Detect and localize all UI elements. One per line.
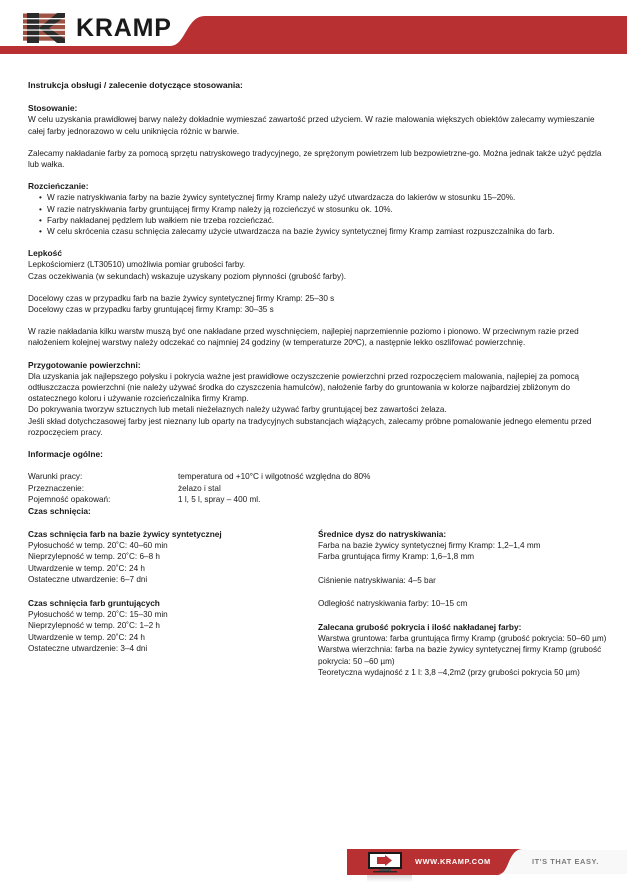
block-line: Warstwa wierzchnia: farba na bazie żywicy syntetycznej firmy Kramp (grubość pokrycia: 50 –60 µm) — [318, 645, 602, 666]
block-line: Pyłosuchość w temp. 20˚C: 15–30 min — [28, 609, 168, 619]
block-line: Farba gruntująca firmy Kramp: 1,6–1,8 mm — [318, 552, 475, 562]
footer-shadow — [367, 875, 412, 882]
block-heading: Zalecana grubość pokrycia i ilość nakładanej farby: — [318, 621, 522, 632]
list-item: • Farby nakładanej pędzlem lub wałkiem nie trzeba rozcieńczać. — [39, 215, 608, 226]
document-title: Instrukcja obsługi / zalecenie dotyczące stosowania: — [28, 80, 243, 90]
block-heading: Średnice dysz do natryskiwania: — [318, 528, 447, 539]
lepkosc-paragraph-1: Lepkościomierz (LT30510) umożliwia pomiar grubości farby. — [28, 260, 246, 270]
kramp-k-logo-icon — [23, 13, 65, 43]
przygotowanie-paragraph-1: Dla uzyskania jak najlepszego połysku i pokrycia ważne jest prawidłowe oczyszczenie powierzchni przed rozpoczęciem malowania, najlepiej za pomocą odtłuszczacza powierzchni (nie należy używać środka do czyszczenia hamulców), nałożenie farby do gruntowania w kolorze najbardziej zbliżonym do ostatecznego koloru i używanie rozcieńczalnika firmy Kramp. — [28, 371, 580, 404]
stosowanie-paragraph-1: W celu uzyskania prawidłowej barwy należy dokładnie wymieszać zawartość przed użyciem. W razie malowania większych obiektów zalecamy wymieszanie całej farby jednorazowo w celu uniknięcia różnic w barwie. — [28, 115, 595, 136]
spray-distance-block — [318, 598, 608, 609]
section-heading-informacje: Informacje ogólne: — [28, 449, 103, 460]
block-line: Utwardzenie w temp. 20˚C: 24 h — [28, 632, 145, 642]
list-item: • W celu skrócenia czasu schnięcia zalecamy użycie utwardzacza na bazie żywicy syntetycznej firmy Kramp zamiast rozpuszczalnika do farb. — [39, 226, 608, 237]
rozcienczanie-bullet-list — [28, 192, 608, 237]
block-line: Farba na bazie żywicy syntetycznej firmy Kramp: 1,2–1,4 mm — [318, 540, 541, 550]
general-info-table — [28, 471, 608, 505]
lepkosc-paragraph-3: Docelowy czas w przypadku farb na bazie żywicy syntetycznej firmy Kramp: 25–30 s — [28, 293, 335, 303]
lepkosc-paragraph-2: Czas oczekiwania (w sekundach) wskazuje uzyskany poziom płynności (grubość farby). — [28, 271, 347, 281]
block-line: Teoretyczna wydajność z 1 l: 3,8 –4,2m2 (przy grubości pokrycia 50 µm) — [318, 667, 580, 677]
monitor-arrow-icon — [367, 851, 403, 873]
table-row — [28, 471, 608, 482]
column-right — [318, 529, 608, 691]
block-line: Utwardzenie w temp. 20˚C: 24 h — [28, 563, 145, 573]
block-heading: Czas schnięcia farb gruntujących — [28, 597, 160, 608]
section-heading-rozcienczanie: Rozcieńczanie: — [28, 181, 89, 192]
section-heading-stosowanie: Stosowanie: — [28, 103, 78, 114]
section-heading-lepkosc: Lepkość — [28, 248, 62, 259]
spacer — [28, 460, 608, 471]
brand-name: KRAMP — [76, 13, 172, 42]
kramp-logo — [23, 13, 172, 43]
block-line: Pyłosuchość w temp. 20˚C: 40–60 min — [28, 540, 168, 550]
block-line: Warstwa gruntowa: farba gruntująca firmy Kramp (grubość pokrycia: 50–60 µm) — [318, 633, 607, 643]
lepkosc-paragraph-4: Docelowy czas w przypadku farby gruntującej firmy Kramp: 30–35 s — [28, 305, 274, 315]
document-body — [28, 80, 608, 690]
footer-tagline: IT'S THAT EASY. — [532, 857, 599, 866]
label-czas-schniecia: Czas schnięcia: — [28, 505, 91, 516]
table-row — [28, 483, 608, 494]
coating-thickness-block — [318, 622, 608, 679]
page-footer — [347, 849, 627, 875]
block-line: Odległość natryskiwania farby: 10–15 cm — [318, 599, 468, 609]
block-heading: Czas schnięcia farb na bazie żywicy syntetycznej — [28, 528, 222, 539]
spray-pressure-block — [318, 575, 608, 586]
footer-url[interactable]: WWW.KRAMP.COM — [415, 857, 491, 866]
block-line: Ciśnienie natryskiwania: 4–5 bar — [318, 575, 436, 585]
info-value: żelazo i stal — [178, 483, 221, 493]
drying-times-synthetic-block — [28, 529, 310, 586]
przygotowanie-paragraph-3: Jeśli skład dotychczasowej farby jest nieznany lub oparty na tradycyjnych substancjach wiążących, zalecamy próbne pomalowanie jednego elementu przed rozpoczęciem pracy. — [28, 416, 592, 437]
warstwy-paragraph: W razie nakładania kilku warstw muszą być one nakładane przed wyschnięciem, najlepiej naprzemiennie poziomo i pionowo. W przeciwnym razie przed nałożeniem kolejnej warstwy należy odczekać co najmniej 24 godziny (w temperaturze 20ºC), a następnie lekko oszlifować powierzchnię. — [28, 327, 579, 348]
block-line: Nieprzylepność w temp. 20˚C: 6–8 h — [28, 552, 160, 562]
list-item: • W razie natryskiwania farby gruntującej firmy Kramp należy ją rozcieńczyć w stosunku ok. 10%. — [39, 204, 608, 215]
column-left — [28, 529, 318, 691]
block-line: Nieprzylepność w temp. 20˚C: 1–2 h — [28, 621, 160, 631]
info-label: Warunki pracy: — [28, 472, 83, 482]
section-heading-przygotowanie: Przygotowanie powierzchni: — [28, 359, 141, 370]
page-header — [0, 0, 627, 62]
list-item: • W razie natryskiwania farby na bazie żywicy syntetycznej firmy Kramp należy użyć utwardzacza do lakierów w stosunku 15–20%. — [39, 192, 608, 203]
info-label: Przeznaczenie: — [28, 483, 84, 493]
stosowanie-paragraph-2: Zalecamy nakładanie farby za pomocą sprzętu natryskowego tradycyjnego, ze sprężonym powietrzem lub bezpowietrzne-go. Można jednak także użyć pędzla lub wałka. — [28, 148, 602, 170]
info-value: temperatura od +10°C i wilgotność względna do 80% — [178, 472, 371, 482]
nozzle-diameters-block — [318, 529, 608, 563]
info-label: Pojemność opakowań: — [28, 495, 111, 505]
table-row — [28, 494, 608, 505]
block-line: Ostateczne utwardzenie: 3–4 dni — [28, 643, 148, 653]
drying-times-primer-block — [28, 598, 310, 655]
bottom-two-column-section — [28, 529, 608, 691]
block-line: Ostateczne utwardzenie: 6–7 dni — [28, 575, 148, 585]
przygotowanie-paragraph-2: Do pokrywania tworzyw sztucznych lub metali nieżelaznych należy używać farby gruntującej bez zawartości żelaza. — [28, 405, 447, 415]
info-value: 1 l, 5 l, spray – 400 ml. — [178, 495, 261, 505]
